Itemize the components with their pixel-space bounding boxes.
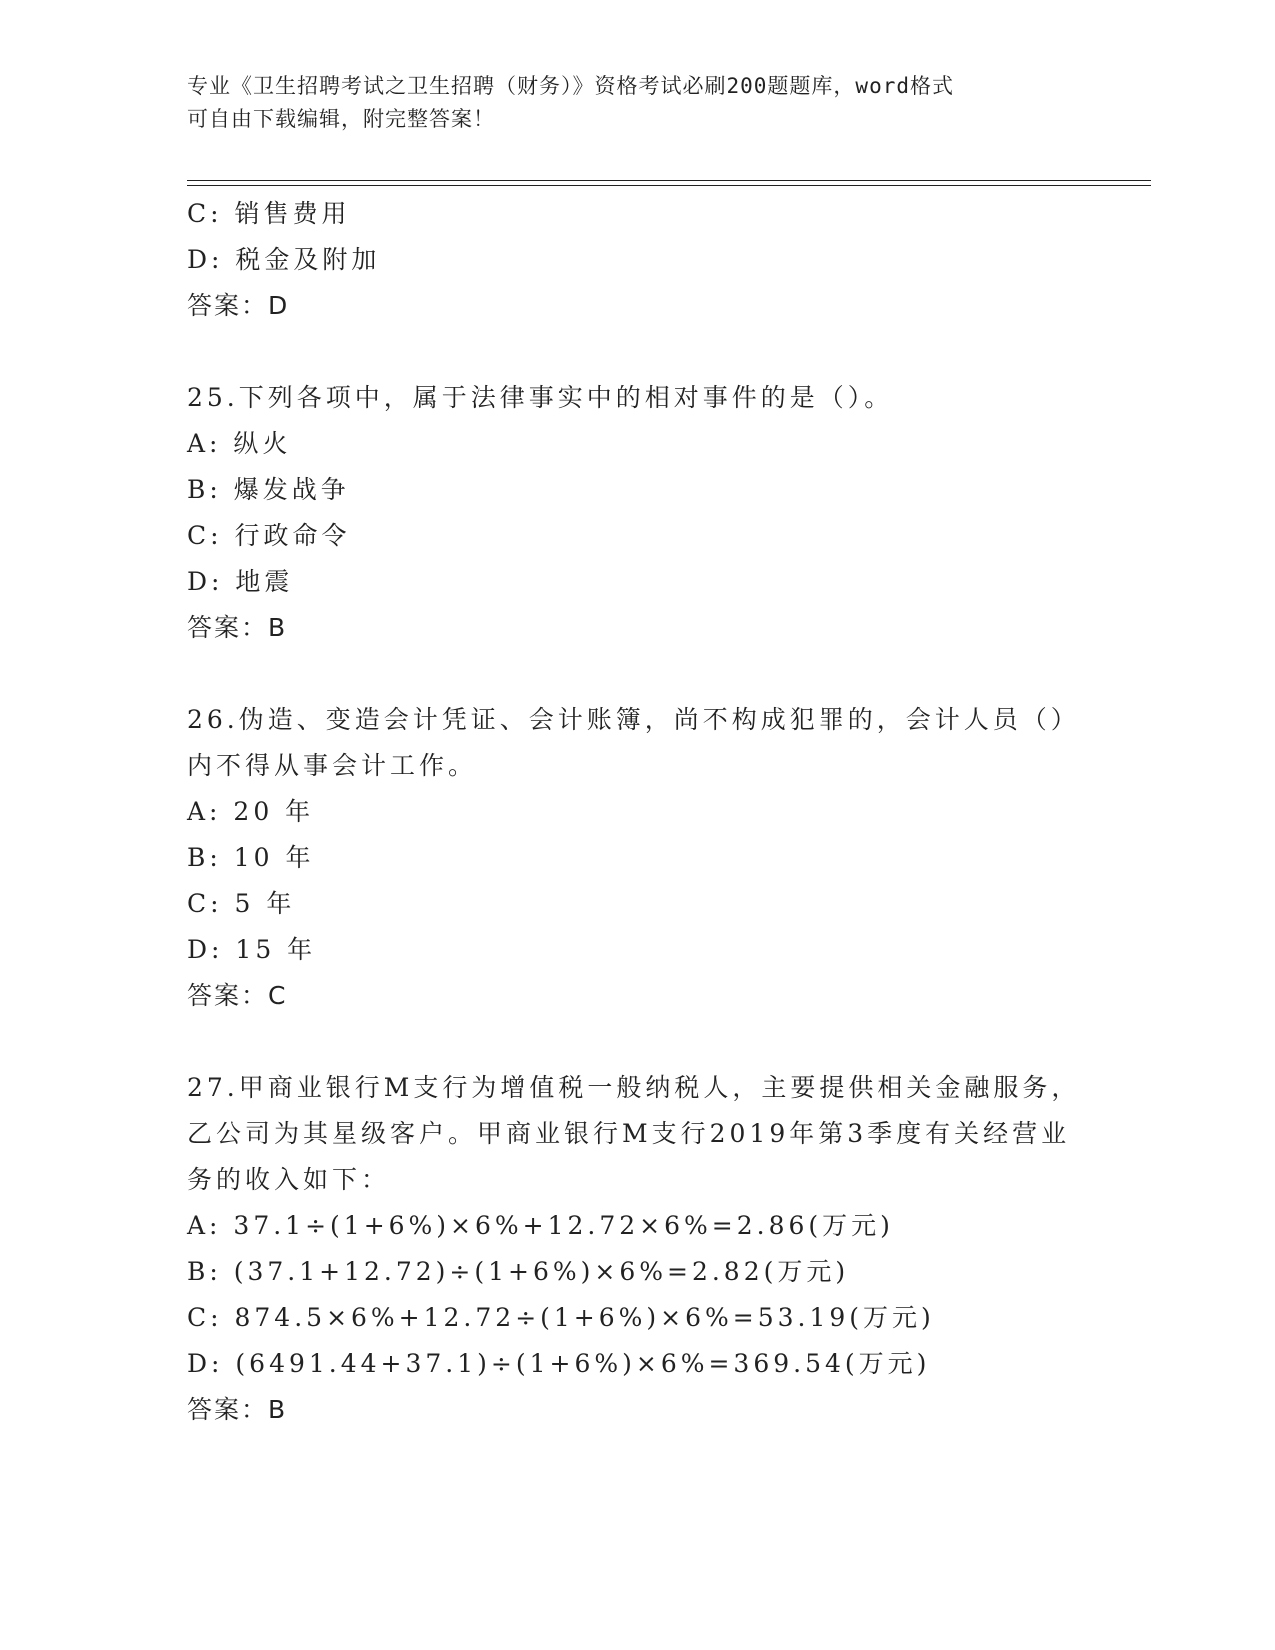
option-b: B: 10 年 <box>187 843 315 872</box>
answer-line: 答案：B <box>187 1395 288 1424</box>
answer-line: 答案：B <box>187 613 288 642</box>
question-25 <box>187 375 1107 651</box>
option-d: D: 地震 <box>187 567 294 596</box>
question-content <box>187 191 1107 1433</box>
header-divider-top <box>187 180 1151 181</box>
question-stem: 25.下列各项中，属于法律事实中的相对事件的是（）。 <box>187 383 894 412</box>
header-divider-bottom <box>187 185 1151 186</box>
option-d: D: (6491.44+37.1)÷(1+6%)×6%=369.54(万元) <box>187 1349 931 1378</box>
answer-line: 答案：C <box>187 981 288 1010</box>
document-header <box>187 70 1087 136</box>
prev-question-block <box>187 191 1107 329</box>
option-b: B: (37.1+12.72)÷(1+6%)×6%=2.82(万元) <box>187 1257 850 1286</box>
header-title-line-2: 可自由下载编辑，附完整答案！ <box>187 107 495 131</box>
option-a: A: 37.1÷(1+6%)×6%+12.72×6%=2.86(万元) <box>187 1211 894 1240</box>
option-b: B: 爆发战争 <box>187 475 350 504</box>
option-d: D: 15 年 <box>187 935 317 964</box>
header-title-line-1: 专业《卫生招聘考试之卫生招聘（财务）》资格考试必刷200题题库，word格式 <box>187 74 954 98</box>
question-27 <box>187 1065 1107 1433</box>
answer-line: 答案：D <box>187 291 290 320</box>
question-26 <box>187 697 1107 1019</box>
question-stem-continued: 乙公司为其星级客户。甲商业银行M支行2019年第3季度有关经营业 <box>187 1119 1071 1148</box>
option-a: A: 20 年 <box>187 797 315 826</box>
option-c: C: 5 年 <box>187 889 296 918</box>
option-a: A: 纵火 <box>187 429 292 458</box>
option-c: C: 销售费用 <box>187 199 351 228</box>
question-stem-continued: 内不得从事会计工作。 <box>187 751 478 780</box>
question-stem: 27.甲商业银行M支行为增值税一般纳税人，主要提供相关金融服务， <box>187 1073 1081 1102</box>
option-c: C: 行政命令 <box>187 521 351 550</box>
question-stem: 26.伪造、变造会计凭证、会计账簿，尚不构成犯罪的，会计人员（） <box>187 705 1080 734</box>
option-c: C: 874.5×6%+12.72÷(1+6%)×6%=53.19(万元) <box>187 1303 935 1332</box>
option-d: D: 税金及附加 <box>187 245 381 274</box>
question-stem-continued: 务的收入如下： <box>187 1165 391 1194</box>
